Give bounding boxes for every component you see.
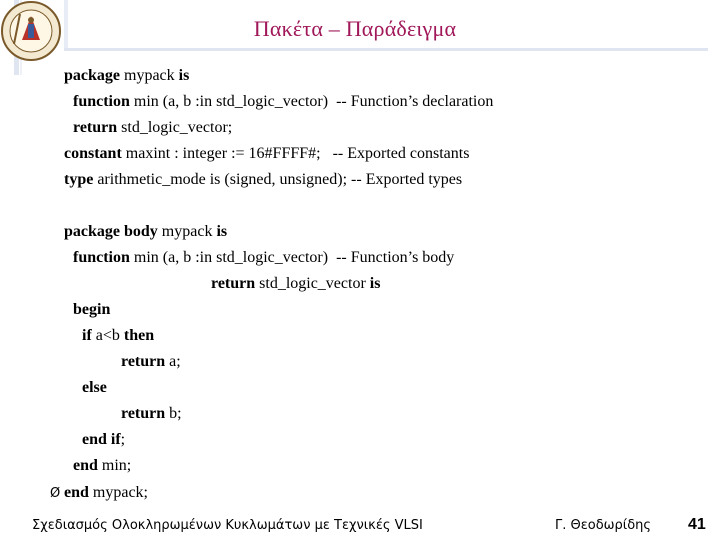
bullet-arrow-icon: Ø (50, 486, 61, 501)
footer-course-title: Σχεδιασμός Ολοκληρωμένων Κυκλωμάτων με Τεχνικές VLSI (32, 518, 423, 533)
code-line: if a<b then (82, 327, 155, 344)
slide-title: Πακέτα – Παράδειγμα (253, 16, 457, 41)
code-line: begin (73, 301, 111, 318)
code-line: else (82, 379, 107, 396)
page-number: 41 (688, 516, 706, 533)
code-line: end if; (82, 431, 126, 448)
code-line: package body mypack is (64, 223, 228, 240)
code-line: end min; (73, 457, 132, 474)
code-line: function min (a, b :in std_logic_vector) -- Function’s declaration (73, 93, 494, 110)
code-line: end mypack; (64, 484, 148, 501)
code-line: package mypack is (64, 67, 190, 84)
code-line: constant maxint : integer := 16#FFFF#; -- Exported constants (64, 145, 470, 162)
code-line: return a; (121, 353, 181, 370)
code-line: type arithmetic_mode is (signed, unsigned); -- Exported types (64, 171, 463, 188)
header-horizontal-rule (64, 48, 708, 51)
code-line: return b; (121, 405, 182, 422)
footer-author: Γ. Θεοδωρίδης (555, 518, 652, 533)
code-line: return std_logic_vector is (211, 275, 381, 292)
code-line: function min (a, b :in std_logic_vector) -- Function’s body (73, 249, 455, 266)
code-line: return std_logic_vector; (73, 119, 233, 136)
